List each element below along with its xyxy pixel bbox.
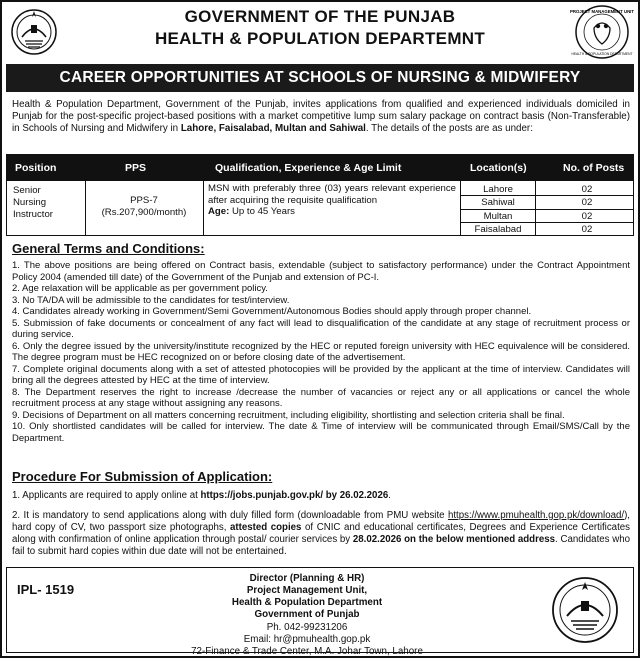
department-name: Health & Population Department <box>231 597 383 609</box>
government-name: Government of Punjab <box>254 609 360 621</box>
position-line: Nursing <box>13 196 47 208</box>
pps-value: PPS-7 <box>130 195 158 206</box>
col-position: Position <box>15 162 57 174</box>
divider <box>203 181 204 235</box>
pmu-logo-icon <box>570 4 634 60</box>
divider <box>535 181 536 235</box>
row-divider <box>460 222 633 223</box>
age-label: Age: <box>208 206 230 218</box>
apply-deadline: 26.02.2026 <box>339 490 389 501</box>
posts-table <box>6 154 634 236</box>
divider <box>460 181 461 235</box>
hardcopy-deadline: 28.02.2026 on the below mentioned address <box>352 534 556 546</box>
posts-faisalabad: 02 <box>581 224 593 235</box>
download-form-link[interactable]: https://www.pmuhealth.gop.pk/download/ <box>447 510 625 521</box>
procedure-heading: Procedure For Submission of Application: <box>12 469 273 484</box>
director-title: Director (Planning & HR) <box>249 573 365 584</box>
procedure-text: of CNIC and educational certificates, Degrees and Experience Certificates along with confirmation of online application through postal/ courier services by <box>12 522 630 546</box>
location-lahore: Lahore <box>483 184 513 195</box>
department-title: HEALTH & POPULATION DEPARTEMNT <box>154 29 486 48</box>
qualification-cell <box>208 183 456 218</box>
terms-heading: General Terms and Conditions: <box>12 241 205 256</box>
procedure-item-2 <box>12 510 630 558</box>
term-item: 1. The above positions are being offered on Contract basis, extendable (subject to satisfactory performance) under the Contract Appointment Policy 2004 (amended till date) of the Government of the Punjab and extension of PC-I. <box>12 260 630 283</box>
term-item: 2. Age relaxation will be applicable as per government policy. <box>12 283 268 295</box>
posts-table-header <box>7 155 633 181</box>
intro-end: . The details of the posts are as under: <box>365 123 533 135</box>
intro-cities: Lahore, Faisalabad, Multan and Sahiwal <box>180 123 366 135</box>
intro-text: Health & Population Department, Government of the Punjab, invites applications from qualified and experienced individuals domiciled in Punjab for the post-specific project-based positions with a market competitive lump sum salary package on contract basis (Non-Transferable) in Schools of Nursing and Midwifery in <box>12 99 630 135</box>
col-qualification: Qualification, Experience & Age Limit <box>215 162 402 174</box>
footer <box>6 567 634 657</box>
term-item: 5. Submission of fake documents or concealment of any fact will lead to disqualification of the candidate at any stage of recruitment process or during service. <box>12 317 630 341</box>
term-item: 9. Decisions of Department on all matters concerning recruitment, including eligibility, shortlisting and selection criteria shall be final. <box>12 409 565 421</box>
punjab-emblem-icon <box>549 574 621 646</box>
term-item: 10. Only shortlisted candidates will be called for interview. The date & Time of interview will be communicated through Email/SMS/Call by the Department. <box>12 421 630 444</box>
procedure-text: 1. Applicants are required to apply online at <box>12 490 201 501</box>
procedure-text: 2. It is mandatory to send applications along with duly filled form (downloadable from PMU website <box>12 510 448 521</box>
govt-title: GOVERNMENT OF THE PUNJAB <box>184 7 456 26</box>
email-address[interactable]: Email: hr@pmuhealth.gop.pk <box>243 633 371 645</box>
procedure-text: by <box>323 490 340 501</box>
col-pps: PPS <box>125 162 147 174</box>
pmu-logo-text: PROJECT MANAGEMENT UNIT <box>570 9 634 14</box>
header <box>2 2 638 62</box>
intro-paragraph <box>12 99 630 136</box>
location-faisalabad: Faisalabad <box>474 224 522 235</box>
procedure-text: ), hard copy of CV, two passport size photographs, <box>12 510 630 534</box>
col-posts: No. of Posts <box>563 162 625 174</box>
procedure-text: . Candidates who fail to submit hard copies within due date will not be entertained. <box>12 534 631 558</box>
term-item: 6. Only the degree issued by the university/institute recognized by the HEC or reputed foreign university with HEC equivalence will be considered. The degree program must be HEC recognized on or before closing date of the advertisement. <box>12 340 630 364</box>
term-item: 8. The Department reserves the right to increase /decrease the number of vacancies or reject any or all applications or cancel the whole recruitment process at any stage without assigning any reasons. <box>12 386 630 410</box>
term-item: 3. No TA/DA will be admissible to the candidates for test/interview. <box>12 294 290 306</box>
posts-lahore: 02 <box>581 184 593 195</box>
phone-number: Ph. 042-99231206 <box>266 621 348 633</box>
procedure-bold-text: attested copies <box>230 522 302 534</box>
pps-cell <box>87 195 201 219</box>
procedure-text: . <box>388 490 391 501</box>
salary-value: (Rs.207,900/month) <box>101 206 187 218</box>
position-line: Senior <box>13 185 41 196</box>
qualification-text: MSN with preferably three (03) years relevant experience after acquiring the requisite qualification <box>208 183 456 206</box>
divider <box>85 181 86 235</box>
location-multan: Multan <box>483 211 513 222</box>
posts-multan: 02 <box>581 211 593 222</box>
terms-list <box>12 260 630 445</box>
unit-name: Project Management Unit, <box>246 585 368 597</box>
row-divider <box>460 209 633 210</box>
ipl-number: IPL- 1519 <box>17 582 75 597</box>
position-line: Instructor <box>13 208 53 220</box>
age-limit <box>208 206 456 218</box>
apply-online-link[interactable]: https://jobs.punjab.gov.pk/ <box>200 490 324 501</box>
term-item: 4. Candidates already working in Government/Semi Government/Autonomous Bodies should apply through proper channel. <box>12 306 532 318</box>
postal-address: 72-Finance & Trade Center, M.A. Johar Town, Lahore <box>191 645 423 657</box>
posts-sahiwal: 02 <box>581 197 593 208</box>
col-locations: Location(s) <box>470 162 527 174</box>
career-banner: CAREER OPPORTUNITIES AT SCHOOLS OF NURSING & MIDWIFERY <box>6 64 634 92</box>
location-sahiwal: Sahiwal <box>481 197 515 208</box>
position-cell <box>13 185 53 221</box>
pmu-logo-subtext: HEALTH & POPULATION DEPARTMENT <box>571 52 633 56</box>
procedure-item-1 <box>12 490 630 502</box>
row-divider <box>460 195 633 196</box>
contact-address <box>157 573 457 658</box>
term-item: 7. Complete original documents along with a set of attested photocopies will be provided by the applicant at the time of interview. Candidates will bring all the degrees attested by HEC at the time of interview. <box>12 363 630 387</box>
age-value: Up to 45 Years <box>232 206 295 218</box>
